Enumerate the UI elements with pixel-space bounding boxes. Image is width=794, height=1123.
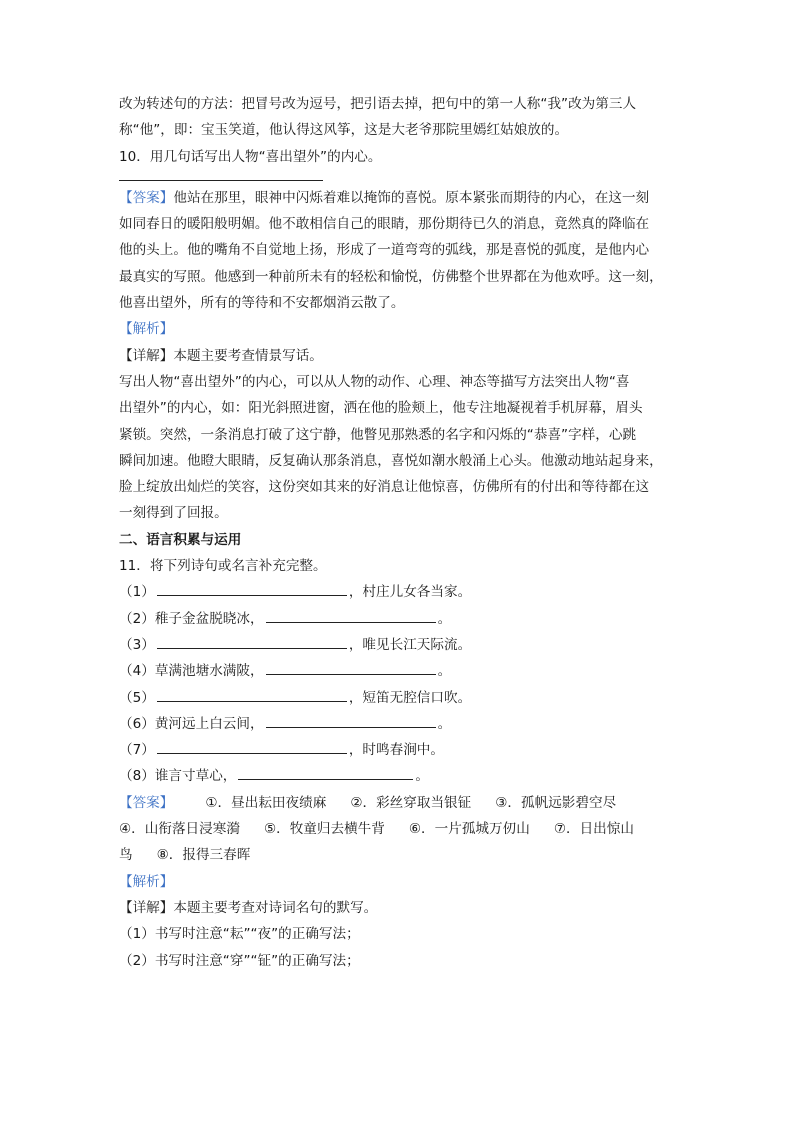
detail-text: 本题主要考查情景写话。	[173, 347, 323, 364]
question-11: 11．将下列诗句或名言补充完整。	[119, 558, 327, 575]
fill-item-8	[119, 763, 679, 789]
answer-item: ②．彩丝穿取当银钲	[350, 794, 472, 811]
answer-item: ③．孤帆远影碧空尽	[495, 794, 617, 811]
fill-blank	[157, 581, 347, 596]
fill-blank	[266, 660, 436, 675]
item-text: 。	[437, 715, 452, 732]
explain-10-line: 出望外”的内心，如：阳光斜照进窗，洒在他的脸颊上，他专注地凝视着手机屏幕，眉头	[119, 400, 643, 417]
analysis-label: 【解析】	[119, 873, 174, 890]
item-number: （5）	[119, 689, 155, 706]
fill-item-7	[119, 737, 679, 763]
detail-label: 【详解】	[119, 899, 174, 916]
fill-blank	[157, 687, 347, 702]
fill-blank	[266, 713, 436, 728]
item-number: （3）	[119, 636, 155, 653]
answer-label: 【答案】	[119, 189, 174, 206]
fill-item-5	[119, 685, 679, 711]
item-number: （6）	[119, 715, 155, 732]
answer-11-line	[119, 790, 679, 816]
detail-10-line	[119, 343, 679, 369]
answer-item: ⑥．一片孤城万仞山	[408, 821, 530, 838]
item-number: （2）	[119, 610, 155, 627]
item-text: ，时鸣春涧中。	[348, 742, 444, 759]
note-11-line: （1）书写时注意“耘”“夜”的正确写法；	[119, 926, 360, 943]
answer-label: 【答案】	[119, 794, 174, 811]
fill-item-2	[119, 606, 679, 632]
item-text: 黄河远上白云间，	[154, 715, 264, 732]
detail-11-line	[119, 895, 679, 921]
answer-item: ⑧．报得三春晖	[156, 847, 251, 864]
fill-blank	[157, 739, 347, 754]
fill-item-6	[119, 711, 679, 737]
item-number: （8）	[119, 768, 155, 785]
answer-item: ⑦．日出惊山	[553, 821, 634, 838]
analysis-label: 【解析】	[119, 321, 174, 338]
section-heading: 二、语言积累与运用	[119, 531, 242, 548]
answer-10-line: 最真实的写照。他感到一种前所未有的轻松和愉悦，仿佛整个世界都在为他欢呼。这一刻，	[119, 268, 663, 285]
item-text: 。	[437, 663, 452, 680]
item-text: 。	[437, 610, 452, 627]
question-10: 10．用几句话写出人物“喜出望外”的内心。	[119, 148, 382, 165]
explain-10-line: 瞬间加速。他瞪大眼睛，反复确认那条消息，喜悦如潮水般涌上心头。他激动地站起身来，	[119, 452, 663, 469]
answer-text: 他站在那里，眼神中闪烁着难以掩饰的喜悦。原本紧张而期待的内心，在这一刻	[173, 189, 650, 206]
answer-11-line	[119, 816, 679, 842]
item-number: （4）	[119, 663, 155, 680]
item-text: ，村庄儿女各当家。	[348, 584, 472, 601]
answer-10-line: 如同春日的暖阳般明媚。他不敢相信自己的眼睛，那份期待已久的消息，竟然真的降临在	[119, 216, 650, 233]
answer-item: ④．山衔落日浸寒漪	[119, 821, 240, 838]
note-11-line: （2）书写时注意“穿”“钲”的正确写法；	[119, 952, 360, 969]
fill-blank	[157, 634, 347, 649]
explain-10-line: 写出人物“喜出望外”的内心，可以从人物的动作、心理、神态等描写方法突出人物“喜	[119, 373, 630, 390]
paragraph-line: 改为转述句的方法：把冒号改为逗号，把引语去掉，把句中的第一人称“我”改为第三人	[119, 96, 637, 112]
answer-item: 鸟	[119, 847, 133, 864]
item-text: 稚子金盆脱晓冰，	[154, 610, 264, 627]
fill-item-1	[119, 579, 679, 605]
item-text: 谁言寸草心，	[154, 768, 237, 785]
detail-label: 【详解】	[119, 347, 174, 364]
item-text: ，短笛无腔信口吹。	[348, 689, 472, 706]
item-text: 。	[415, 768, 429, 785]
fill-item-3	[119, 632, 679, 658]
answer-10-line	[119, 185, 679, 211]
explain-10-line: 一刻得到了回报。	[119, 505, 228, 522]
fill-item-4	[119, 658, 679, 684]
detail-text: 本题主要考查对诗词名句的默写。	[173, 899, 378, 916]
item-text: 草满池塘水满陂，	[154, 663, 264, 680]
fill-blank	[238, 765, 413, 780]
explain-10-line: 紧锁。突然，一条消息打破了这宁静，他瞥见那熟悉的名字和闪烁的“恭喜”字样，心跳	[119, 426, 637, 443]
answer-blank-line	[119, 180, 323, 181]
fill-blank	[266, 608, 436, 623]
item-number: （7）	[119, 742, 155, 759]
paragraph-line: 称“他”，即：宝玉笑道，他认得这风筝，这是大老爷那院里嫣红姑娘放的。	[119, 122, 569, 139]
document-content	[119, 91, 679, 974]
item-number: （1）	[119, 584, 155, 601]
explain-10-line: 脸上绽放出灿烂的笑容，这份突如其来的好消息让他惊喜，仿佛所有的付出和等待都在这	[119, 479, 650, 496]
answer-item: ⑤．牧童归去横牛背	[263, 821, 385, 838]
answer-10-line: 他喜出望外，所有的等待和不安都烟消云散了。	[119, 295, 405, 312]
answer-11-line	[119, 842, 679, 868]
answer-item: ①．昼出耘田夜绩麻	[205, 794, 327, 811]
item-text: ，唯见长江天际流。	[348, 636, 472, 653]
answer-10-line: 他的头上。他的嘴角不自觉地上扬，形成了一道弯弯的弧线，那是喜悦的弧度，是他内心	[119, 242, 650, 259]
